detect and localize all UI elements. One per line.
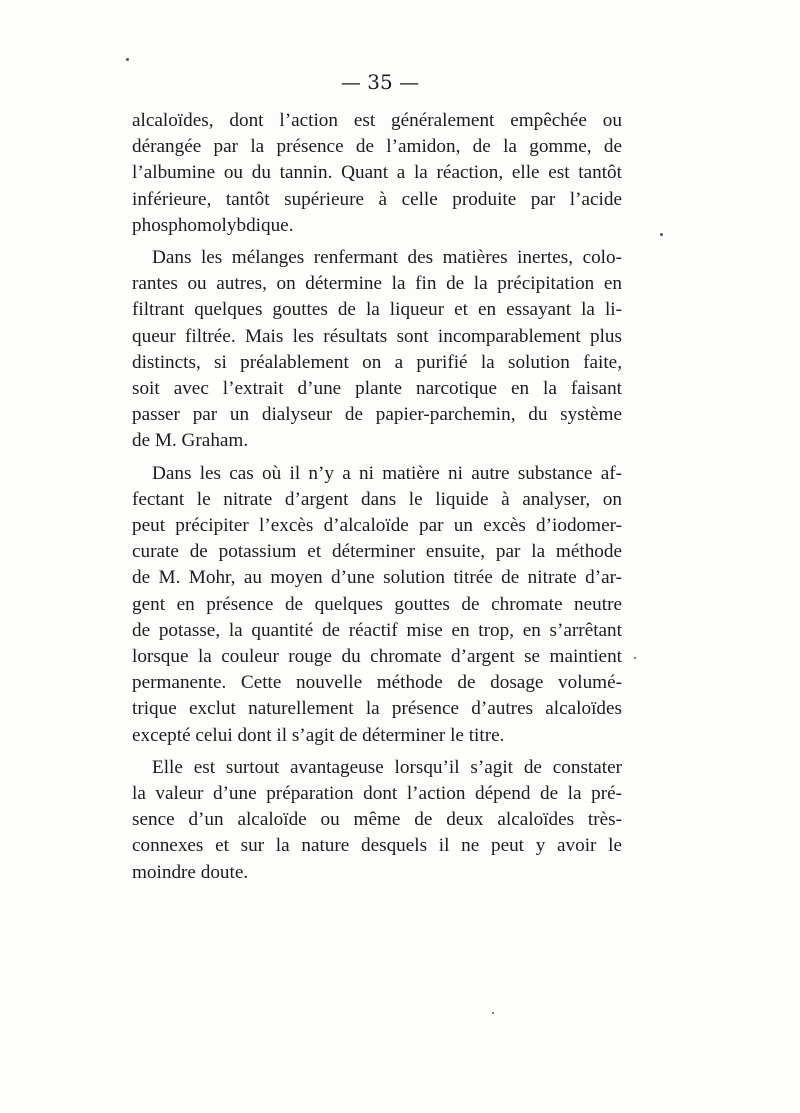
paragraph-1 xyxy=(132,108,622,239)
text-line: alcaloïdes, dont l’action est généralement empêchée ou xyxy=(132,110,622,131)
text-line: dérangée par la présence de l’amidon, de la gomme, de xyxy=(132,136,622,158)
text-line: lorsque la couleur rouge du chromate d’argent se maintient xyxy=(132,646,622,668)
text-line: queur filtrée. Mais les résultats sont incomparablement plus xyxy=(132,325,622,347)
text-line: Dans les cas où il n’y a ni matière ni autre substance af- xyxy=(152,462,622,484)
body-text xyxy=(132,108,622,886)
text-line: soit avec l’extrait d’une plante narcotique en la faisant xyxy=(132,378,622,400)
text-line: sence d’un alcaloïde ou même de deux alcaloïdes très- xyxy=(132,809,622,831)
scan-speck xyxy=(492,1012,494,1014)
text-line: de M. Mohr, au moyen d’une solution titrée de nitrate d’ar- xyxy=(132,567,622,589)
paragraph-3 xyxy=(132,461,622,749)
paragraph-2 xyxy=(132,245,622,455)
text-line: la valeur d’une préparation dont l’action dépend de la pré- xyxy=(132,783,622,805)
text-line: fectant le nitrate d’argent dans le liquide à analyser, on xyxy=(132,488,622,510)
text-line: curate de potassium et déterminer ensuite, par la méthode xyxy=(132,541,622,563)
paragraph-4 xyxy=(132,755,622,886)
text-line: rantes ou autres, on détermine la fin de la précipitation en xyxy=(132,273,622,295)
text-line: de M. Graham. xyxy=(132,430,249,452)
scan-speck xyxy=(660,233,663,236)
text-line: Dans les mélanges renfermant des matières inertes, colo- xyxy=(152,247,622,269)
scan-speck xyxy=(126,58,129,61)
text-line: filtrant quelques gouttes de la liqueur et en essayant la li- xyxy=(132,299,622,321)
scan-speck xyxy=(634,657,636,659)
text-line: Elle est surtout avantageuse lorsqu’il s’agit de constater xyxy=(152,756,622,778)
text-line: de potasse, la quantité de réactif mise en trop, en s’arrêtant xyxy=(132,619,622,641)
text-line: permanente. Cette nouvelle méthode de dosage volumé- xyxy=(132,672,622,694)
text-line: excepté celui dont il s’agit de déterminer le titre. xyxy=(132,724,505,746)
text-line: trique exclut naturellement la présence d’autres alcaloïdes xyxy=(132,698,622,720)
text-line: passer par un dialyseur de papier-parchemin, du système xyxy=(132,404,622,426)
page-number: — 35 — xyxy=(340,70,420,94)
text-line: connexes et sur la nature desquels il ne peut y avoir le xyxy=(132,835,622,857)
text-line: distincts, si préalablement on a purifié la solution faite, xyxy=(132,351,622,373)
text-line: l’albumine ou du tannin. Quant a la réaction, elle est tantôt xyxy=(132,162,622,184)
text-line: gent en présence de quelques gouttes de chromate neutre xyxy=(132,593,622,615)
text-line: peut précipiter l’excès d’alcaloïde par un excès d’iodomer- xyxy=(132,515,622,537)
text-line: inférieure, tantôt supérieure à celle produite par l’acide xyxy=(132,188,622,210)
text-line: phosphomolybdique. xyxy=(132,214,294,236)
text-line: moindre doute. xyxy=(132,861,249,883)
